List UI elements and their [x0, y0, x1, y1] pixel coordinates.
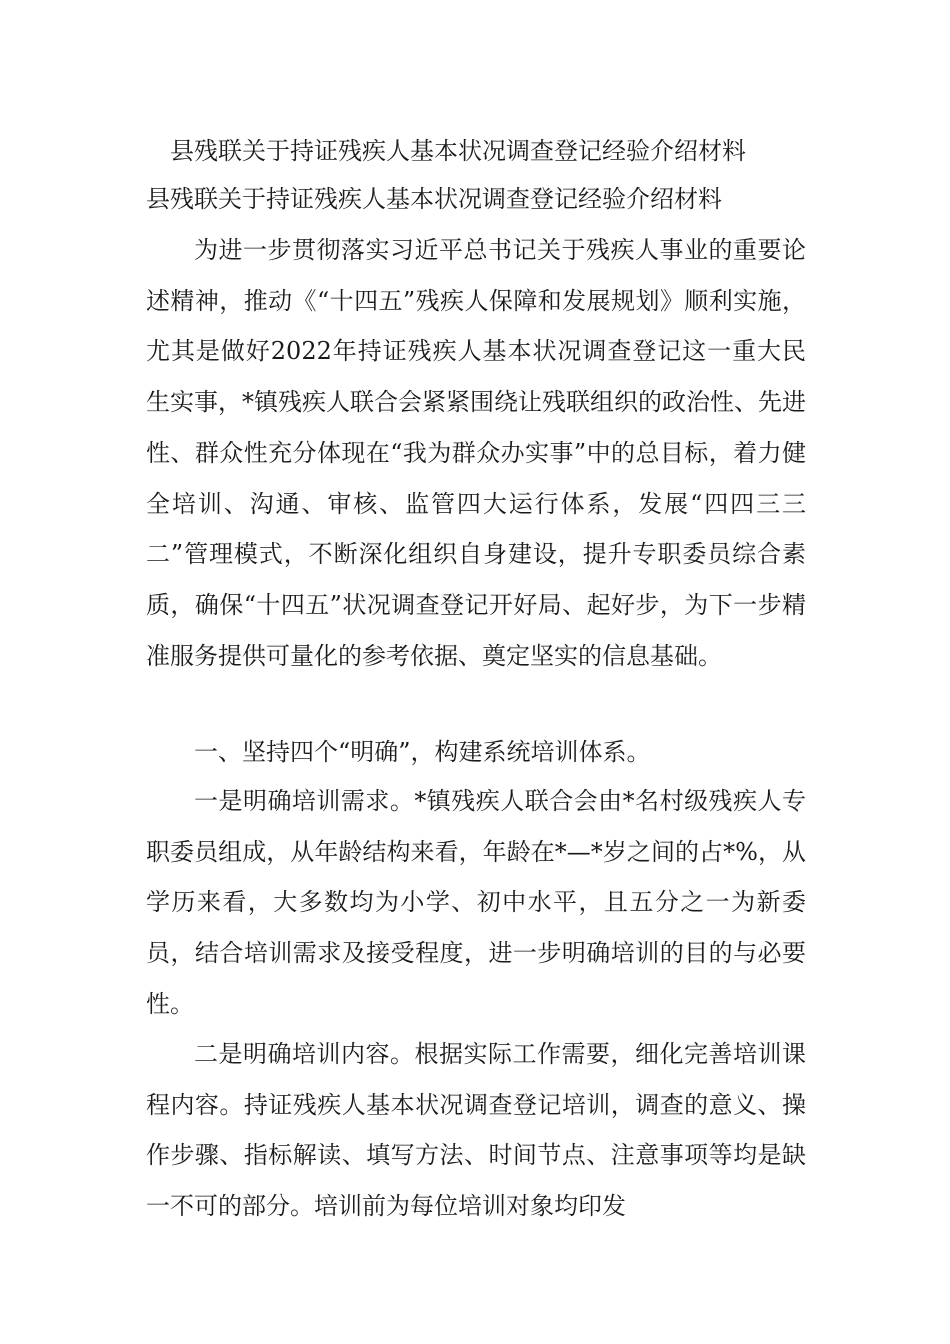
- section-heading-1: 一、坚持四个“明确”，构建系统培训体系。: [194, 738, 651, 766]
- document-title: 县残联关于持证残疾人基本状况调查登记经验介绍材料: [170, 137, 746, 165]
- paragraph-training-needs: 一是明确培训需求。*镇残疾人联合会由*名村级残疾人专职委员组成，从年龄结构来看，年龄在*—*岁之间的占*%，从学历来看，大多数均为小学、初中水平，且五分之一为新委员，结合培训需求及接受程度，进一步明确培训的目的与必要性。: [146, 787, 806, 1018]
- paragraph-training-content: 二是明确培训内容。根据实际工作需要，细化完善培训课程内容。持证残疾人基本状况调查登记培训，调查的意义、操作步骤、指标解读、填写方法、时间节点、注意事项等均是缺一不可的部分。培训前为每位培训对象均印发: [146, 1040, 806, 1221]
- document-title-repeat: 县残联关于持证残疾人基本状况调查登记经验介绍材料: [146, 185, 722, 213]
- paragraph-intro: 为进一步贯彻落实习近平总书记关于残疾人事业的重要论述精神，推动《“十四五”残疾人保障和发展规划》顺利实施，尤其是做好2022年持证残疾人基本状况调查登记这一重大民生实事，*镇残疾人联合会紧紧围绕让残联组织的政治性、先进性、群众性充分体现在“我为群众办实事”中的总目标，着力健全培训、沟通、审核、监管四大运行体系，发展“四四三三二”管理模式，不断深化组织自身建设，提升专职委员综合素质，确保“十四五”状况调查登记开好局、起好步，为下一步精准服务提供可量化的参考依据、奠定坚实的信息基础。: [146, 236, 806, 670]
